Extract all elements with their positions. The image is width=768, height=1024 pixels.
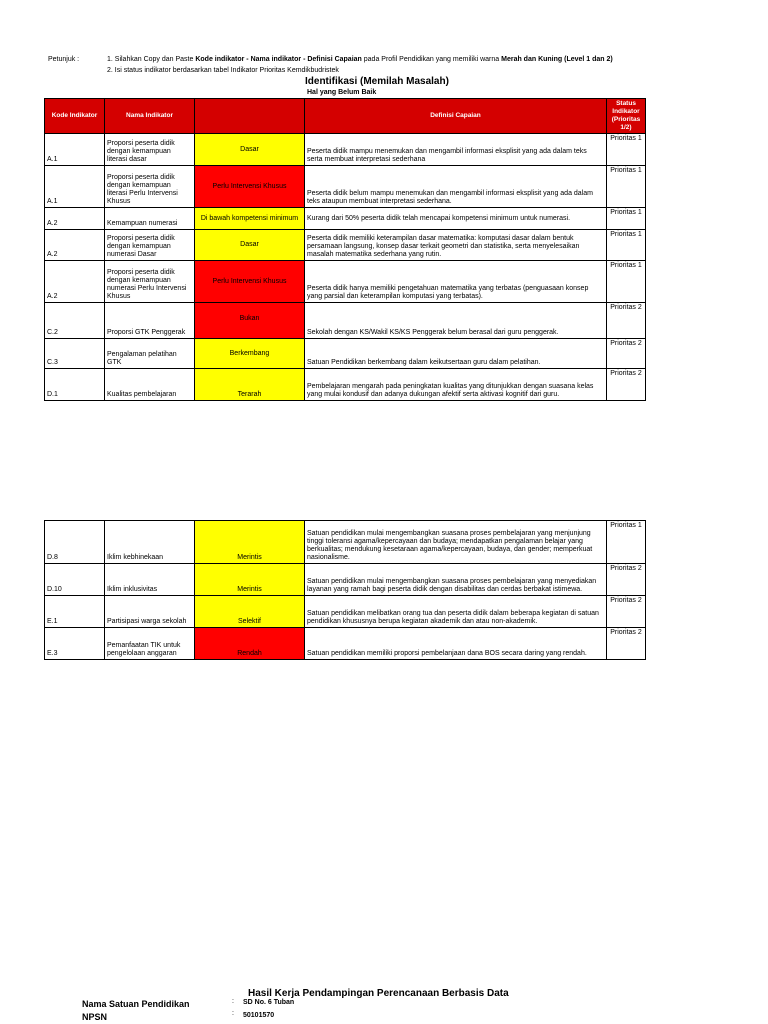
page-subtitle: Hal yang Belum Baik bbox=[307, 89, 377, 96]
npsn-colon: : bbox=[232, 1010, 234, 1017]
header-nama: Nama Indikator bbox=[105, 99, 195, 134]
achievement-definition: Peserta didik hanya memiliki pengetahuan matematika yang terbatas (penguasaan konsep yang parsial dan keterampilan komputasi yang terbatas). bbox=[305, 261, 607, 303]
achievement-definition: Satuan pendidikan mulai mengembangkan suasana proses pembelajaran yang menyediakan layanan yang ramah bagi peserta didik dengan disabilitas dan cerdas berbakat istimewa. bbox=[305, 564, 607, 596]
instruction-1-c: pada Profil Pendidikan yang memiliki warna bbox=[361, 56, 502, 63]
indicator-code: A.1 bbox=[45, 134, 105, 166]
table-header-row bbox=[45, 99, 646, 134]
achievement-level: Berkembang bbox=[195, 339, 305, 369]
achievement-definition: Sekolah dengan KS/Wakil KS/KS Penggerak belum berasal dari guru penggerak. bbox=[305, 303, 607, 339]
achievement-definition: Peserta didik memiliki keterampilan dasar matematika: komputasi dasar dalam bentuk persamaan langsung, konsep dasar terkait geometri dan statistika, serta menyelesaikan masalah matematika sederhana yang rutin. bbox=[305, 230, 607, 261]
priority-status: Prioritas 2 bbox=[607, 628, 646, 660]
indicator-code: C.3 bbox=[45, 339, 105, 369]
indicator-name: Pemanfaatan TIK untuk pengelolaan anggaran bbox=[105, 628, 195, 660]
indicator-name: Kemampuan numerasi bbox=[105, 208, 195, 230]
indicator-code: C.2 bbox=[45, 303, 105, 339]
table-row bbox=[45, 628, 646, 660]
indicator-name: Proporsi peserta didik dengan kemampuan literasi Perlu Intervensi Khusus bbox=[105, 166, 195, 208]
indicator-code: A.2 bbox=[45, 230, 105, 261]
achievement-definition: Kurang dari 50% peserta didik telah mencapai kompetensi minimum untuk numerasi. bbox=[305, 208, 607, 230]
achievement-level: Di bawah kompetensi minimum bbox=[195, 208, 305, 230]
table-row bbox=[45, 230, 646, 261]
instruction-line-1 bbox=[107, 56, 613, 63]
achievement-definition: Peserta didik mampu menemukan dan mengambil informasi eksplisit yang ada dalam teks serta membuat interpretasi sederhana bbox=[305, 134, 607, 166]
achievement-definition: Pembelajaran mengarah pada peningkatan kualitas yang ditunjukkan dengan suasana kelas yang mulai kondusif dan adanya dukungan afektif serta aktivasi kognitif dari guru. bbox=[305, 369, 607, 401]
instruction-1-a: 1. Silahkan Copy dan Paste bbox=[107, 56, 196, 63]
instruction-1-b: Kode indikator - Nama indikator - Definisi Capaian bbox=[195, 56, 362, 63]
npsn-label: NPSN bbox=[82, 1012, 108, 1022]
header-kode: Kode Indikator bbox=[45, 99, 105, 134]
priority-status: Prioritas 1 bbox=[607, 261, 646, 303]
indicator-code: D.10 bbox=[45, 564, 105, 596]
indicator-name: Pengalaman pelatihan GTK bbox=[105, 339, 195, 369]
table-row bbox=[45, 564, 646, 596]
header-definisi: Definisi Capaian bbox=[305, 99, 607, 134]
header-level bbox=[195, 99, 305, 134]
table-row bbox=[45, 261, 646, 303]
achievement-level: Perlu Intervensi Khusus bbox=[195, 261, 305, 303]
table-row bbox=[45, 166, 646, 208]
school-name-colon: : bbox=[232, 998, 234, 1005]
indicator-table-continued bbox=[44, 520, 646, 660]
indicator-name: Proporsi GTK Penggerak bbox=[105, 303, 195, 339]
indicator-name: Partisipasi warga sekolah bbox=[105, 596, 195, 628]
achievement-level: Rendah bbox=[195, 628, 305, 660]
priority-status: Prioritas 2 bbox=[607, 339, 646, 369]
priority-status: Prioritas 2 bbox=[607, 369, 646, 401]
priority-status: Prioritas 1 bbox=[607, 134, 646, 166]
table-row bbox=[45, 521, 646, 564]
achievement-level: Bukan bbox=[195, 303, 305, 339]
indicator-name: Kualitas pembelajaran bbox=[105, 369, 195, 401]
achievement-level: Merintis bbox=[195, 564, 305, 596]
table-row bbox=[45, 339, 646, 369]
instruction-1-d: Merah dan Kuning (Level 1 dan 2) bbox=[501, 56, 613, 63]
achievement-level: Perlu Intervensi Khusus bbox=[195, 166, 305, 208]
indicator-code: E.3 bbox=[45, 628, 105, 660]
indicator-code: A.2 bbox=[45, 208, 105, 230]
achievement-level: Selektif bbox=[195, 596, 305, 628]
achievement-level: Dasar bbox=[195, 230, 305, 261]
indicator-table bbox=[44, 98, 646, 401]
achievement-definition: Satuan pendidikan melibatkan orang tua dan peserta didik dalam beberapa kegiatan di satuan pendidikan khususnya berupa kegiatan akademik dan atau non-akademik. bbox=[305, 596, 607, 628]
priority-status: Prioritas 2 bbox=[607, 596, 646, 628]
indicator-name: Iklim kebhinekaan bbox=[105, 521, 195, 564]
priority-status: Prioritas 1 bbox=[607, 230, 646, 261]
indicator-name: Proporsi peserta didik dengan kemampuan numerasi Dasar bbox=[105, 230, 195, 261]
table-row bbox=[45, 303, 646, 339]
priority-status: Prioritas 1 bbox=[607, 521, 646, 564]
achievement-definition: Satuan pendidikan mulai mengembangkan suasana proses pembelajaran yang menjunjung tinggi toleransi agama/kepercayaan dan budaya; mendapatkan pengalaman belajar yang berkualitas; mendukung kesetaraan agama/kepercayaan, budaya, dan gender; memperkuat nasionalisme. bbox=[305, 521, 607, 564]
indicator-code: A.1 bbox=[45, 166, 105, 208]
table-row bbox=[45, 596, 646, 628]
instruction-line-2: 2. Isi status indikator berdasarkan tabel Indikator Prioritas Kemdikbudristek bbox=[107, 67, 339, 74]
header-status: Status Indikator (Prioritas 1/2) bbox=[607, 99, 646, 134]
indicator-name: Proporsi peserta didik dengan kemampuan numerasi Perlu Intervensi Khusus bbox=[105, 261, 195, 303]
page-title: Identifikasi (Memilah Masalah) bbox=[305, 76, 449, 87]
table-row bbox=[45, 134, 646, 166]
achievement-level: Merintis bbox=[195, 521, 305, 564]
achievement-definition: Peserta didik belum mampu menemukan dan mengambil informasi eksplisit yang ada dalam teks ataupun membuat interpretasi sederhana. bbox=[305, 166, 607, 208]
achievement-level: Terarah bbox=[195, 369, 305, 401]
npsn-value: 50101570 bbox=[243, 1012, 275, 1019]
priority-status: Prioritas 2 bbox=[607, 564, 646, 596]
footer-title: Hasil Kerja Pendampingan Perencanaan Berbasis Data bbox=[248, 988, 509, 999]
indicator-code: A.2 bbox=[45, 261, 105, 303]
indicator-name: Iklim inklusivitas bbox=[105, 564, 195, 596]
table-row bbox=[45, 369, 646, 401]
priority-status: Prioritas 1 bbox=[607, 208, 646, 230]
table-row bbox=[45, 208, 646, 230]
priority-status: Prioritas 2 bbox=[607, 303, 646, 339]
indicator-code: D.1 bbox=[45, 369, 105, 401]
achievement-level: Dasar bbox=[195, 134, 305, 166]
achievement-definition: Satuan pendidikan memiliki proporsi pembelanjaan dana BOS secara daring yang rendah. bbox=[305, 628, 607, 660]
school-name-label: Nama Satuan Pendidikan bbox=[82, 999, 190, 1009]
school-name-value: SD No. 6 Tuban bbox=[243, 999, 295, 1006]
indicator-code: D.8 bbox=[45, 521, 105, 564]
indicator-code: E.1 bbox=[45, 596, 105, 628]
achievement-definition: Satuan Pendidikan berkembang dalam keikutsertaan guru dalam pelatihan. bbox=[305, 339, 607, 369]
instructions-label: Petunjuk : bbox=[48, 56, 80, 63]
indicator-name: Proporsi peserta didik dengan kemampuan literasi dasar bbox=[105, 134, 195, 166]
priority-status: Prioritas 1 bbox=[607, 166, 646, 208]
